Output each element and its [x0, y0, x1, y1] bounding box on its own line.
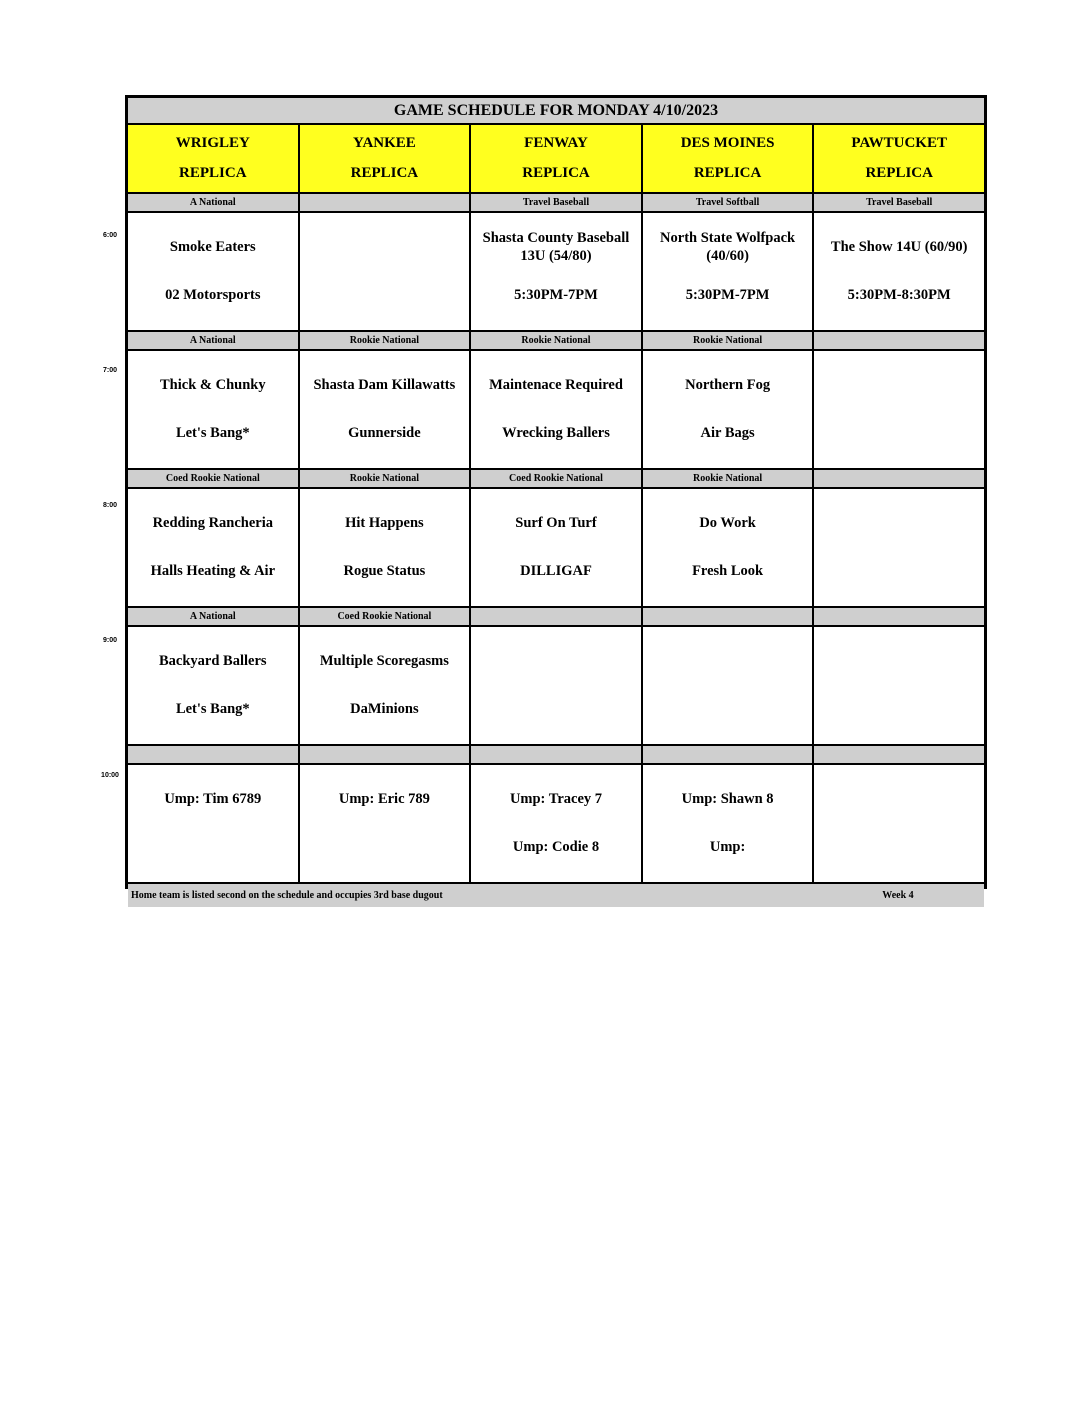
umpire-line: Ump: Tracey 7 [509, 791, 603, 807]
away-team [893, 503, 905, 543]
home-team: Let's Bang* [175, 701, 250, 717]
game-cell [128, 213, 298, 330]
week-label: Week 4 [882, 890, 914, 901]
time-label: 9:00 [102, 637, 117, 644]
game-cell [300, 351, 470, 468]
game-cell [300, 489, 470, 606]
venue-header-fenway [471, 125, 641, 192]
game-cell [643, 213, 813, 330]
umpire-line: Ump: Shawn 8 [681, 791, 774, 807]
venue-header-wrigley [128, 125, 298, 192]
division-label [643, 608, 813, 625]
umpire-cell [814, 765, 984, 882]
away-team: Do Work [699, 515, 756, 531]
division-label: Travel Softball [643, 194, 813, 211]
division-label [471, 746, 641, 763]
game-cell [814, 489, 984, 606]
division-label: Coed Rookie National [300, 608, 470, 625]
division-label [471, 608, 641, 625]
away-team: North State Wolfpack (40/60) [660, 230, 796, 264]
venue-sub: REPLICA [179, 164, 247, 181]
home-team: DaMinions [350, 701, 419, 717]
away-team: Shasta County Baseball 13U (54/80) [482, 230, 630, 264]
schedule-footer [128, 884, 984, 907]
venue-header-des-moines [643, 125, 813, 192]
schedule-table [125, 95, 987, 901]
venue-sub: REPLICA [693, 164, 762, 181]
division-label: A National [128, 194, 298, 211]
division-label: A National [128, 608, 298, 625]
venue-name: YANKEE [352, 135, 416, 152]
venue-sub: REPLICA [350, 164, 419, 181]
venue-name: WRIGLEY [175, 135, 250, 152]
division-label [300, 746, 470, 763]
division-label [814, 746, 984, 763]
home-team: 5:30PM-7PM [685, 287, 770, 303]
time-label: 10:00 [101, 772, 119, 779]
home-team: Gunnerside [348, 425, 421, 441]
time-label: 6:00 [102, 232, 117, 239]
game-cell [643, 489, 813, 606]
time-label: 7:00 [102, 367, 117, 374]
venue-sub: REPLICA [865, 164, 933, 181]
division-label: Coed Rookie National [128, 470, 298, 487]
division-label [814, 608, 984, 625]
home-team: DILLIGAF [520, 563, 592, 579]
away-team: Multiple Scoregasms [319, 653, 449, 669]
away-team: Surf On Turf [515, 515, 597, 531]
home-team-note: Home team is listed second on the schedule and occupies 3rd base dugout [131, 890, 443, 901]
umpire-line: Ump: Eric 789 [338, 791, 430, 807]
game-cell [300, 213, 470, 330]
game-cell [814, 351, 984, 468]
game-cell [643, 351, 813, 468]
division-label: Travel Baseball [814, 194, 984, 211]
away-team: Maintenace Required [489, 377, 623, 393]
division-label: Rookie National [300, 470, 470, 487]
home-team: Fresh Look [692, 563, 764, 579]
division-label: Rookie National [471, 332, 641, 349]
division-label [814, 332, 984, 349]
away-team: The Show 14U (60/90) [830, 239, 968, 255]
home-team: 5:30PM-7PM [514, 287, 598, 303]
umpire-line: Ump: Codie 8 [512, 839, 600, 855]
game-cell [128, 489, 298, 606]
away-team: Northern Fog [685, 377, 771, 393]
venue-name: DES MOINES [680, 135, 775, 152]
home-team: Rogue Status [343, 563, 426, 579]
game-cell [128, 351, 298, 468]
venue-header-pawtucket [814, 125, 984, 192]
home-team: Halls Heating & Air [150, 563, 276, 579]
game-cell [814, 627, 984, 744]
home-team: Wrecking Ballers [502, 425, 610, 441]
division-label: Rookie National [300, 332, 470, 349]
division-label [643, 746, 813, 763]
game-cell [128, 627, 298, 744]
home-team: 5:30PM-8:30PM [847, 287, 951, 303]
away-team [893, 365, 905, 405]
umpire-line [893, 779, 905, 819]
division-label [128, 746, 298, 763]
venue-sub: REPLICA [522, 164, 590, 181]
away-team: Shasta Dam Killawatts [313, 377, 456, 393]
venue-name: FENWAY [524, 135, 588, 152]
away-team [722, 641, 734, 681]
away-team: Backyard Ballers [159, 653, 267, 669]
division-label: Travel Baseball [471, 194, 641, 211]
game-cell [471, 213, 641, 330]
time-label: 8:00 [102, 502, 117, 509]
venue-header-yankee [300, 125, 470, 192]
game-cell [471, 351, 641, 468]
umpire-line: Ump: Tim 6789 [164, 791, 262, 807]
umpire-cell [471, 765, 641, 882]
division-label: A National [128, 332, 298, 349]
home-team: Let's Bang* [175, 425, 250, 441]
game-cell [471, 489, 641, 606]
umpire-line: Ump: [709, 839, 746, 855]
away-team: Smoke Eaters [169, 239, 256, 255]
umpire-cell [643, 765, 813, 882]
schedule-title: GAME SCHEDULE FOR MONDAY 4/10/2023 [128, 98, 984, 123]
away-team: Hit Happens [345, 515, 424, 531]
game-cell [300, 627, 470, 744]
away-team [378, 227, 390, 267]
away-team: Redding Rancheria [152, 515, 274, 531]
umpire-cell [300, 765, 470, 882]
division-label: Coed Rookie National [471, 470, 641, 487]
umpire-cell [128, 765, 298, 882]
game-cell [814, 213, 984, 330]
division-label [814, 470, 984, 487]
division-label [300, 194, 470, 211]
away-team [893, 641, 905, 681]
division-label: Rookie National [643, 332, 813, 349]
game-cell [471, 627, 641, 744]
away-team [550, 641, 562, 681]
division-label: Rookie National [643, 470, 813, 487]
away-team: Thick & Chunky [160, 377, 266, 393]
game-cell [643, 627, 813, 744]
venue-name: PAWTUCKET [851, 135, 947, 152]
home-team: 02 Motorsports [165, 287, 261, 303]
home-team: Air Bags [700, 425, 755, 441]
